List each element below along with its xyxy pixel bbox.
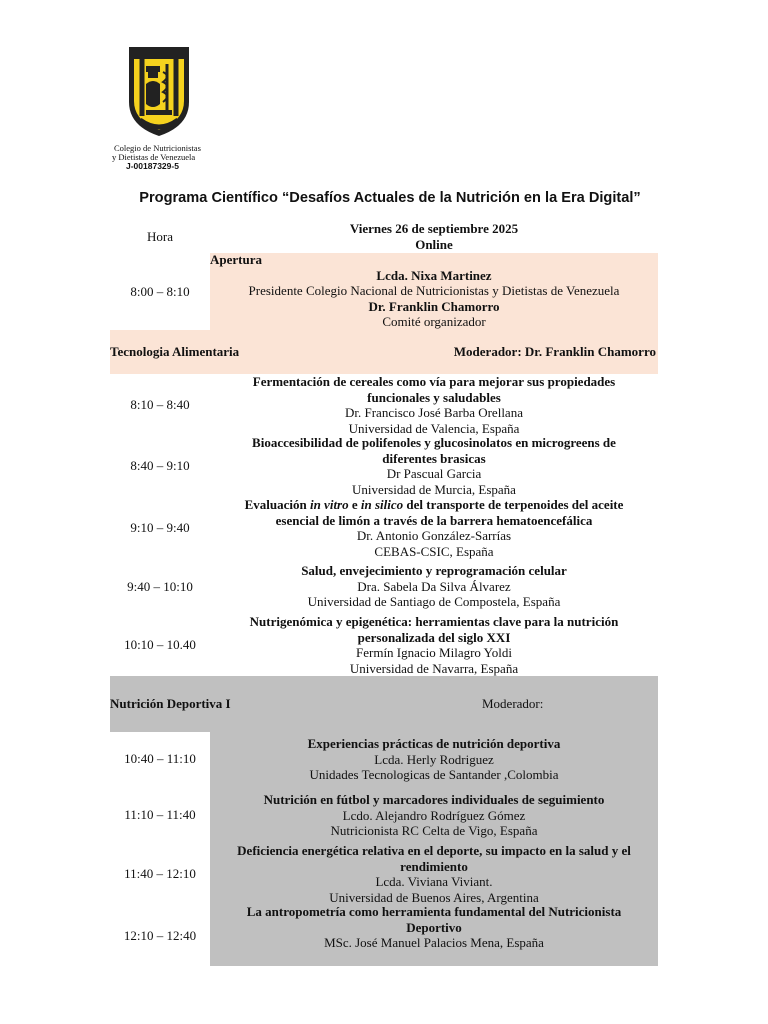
- talk-time: 10:40 – 11:10: [124, 751, 196, 766]
- talk-speaker: Lcda. Herly Rodriguez: [374, 751, 494, 767]
- talk-title-part: e: [348, 497, 361, 512]
- talk-affiliation: Universidad de Buenos Aires, Argentina: [329, 889, 539, 905]
- opening-role2: Comité organizador: [382, 314, 486, 329]
- talk-time: 9:40 – 10:10: [127, 579, 193, 594]
- talk-speaker: Dr. Francisco José Barba Orellana: [345, 405, 523, 420]
- talk-speaker: Dra. Sabela Da Silva Álvarez: [357, 578, 511, 594]
- opening-speaker1: Lcda. Nixa Martinez: [376, 267, 492, 283]
- talk-affiliation: Nutricionista RC Celta de Vigo, España: [330, 823, 538, 838]
- talk-title: Experiencias prácticas de nutrición deportiva: [307, 736, 561, 751]
- logo-caption-line1: Colegio de Nutricionistas: [114, 143, 201, 153]
- talk-item: [210, 497, 658, 559]
- talk-title: Salud, envejecimiento y reprogramación celular: [301, 563, 567, 578]
- talk-speaker: Lcda. Viviana Viviant.: [375, 874, 493, 889]
- talk-time: 8:10 – 8:40: [130, 397, 190, 412]
- talk-speaker: Dr. Antonio González-Sarrías: [356, 528, 512, 543]
- talk-title-italic: in vitro: [309, 497, 349, 512]
- talk-affiliation: Universidad de Valencia, España: [348, 420, 520, 436]
- talk-item: [210, 614, 658, 676]
- talk-title: [210, 497, 658, 513]
- opening-role1: Presidente Colegio Nacional de Nutricionistas y Dietistas de Venezuela: [248, 283, 620, 298]
- talk-speaker: Fermín Ignacio Milagro Yoldi: [356, 645, 512, 660]
- talk-affiliation: Universidad de Navarra, España: [349, 660, 519, 676]
- talk-title-cont: Deportivo: [406, 919, 462, 935]
- talk-item: [210, 792, 658, 839]
- talk-title-cont: diferentes brasicas: [382, 450, 486, 466]
- talk-time: 9:10 – 9:40: [130, 520, 190, 535]
- header-date: [210, 221, 658, 253]
- opening-time: 8:00 – 8:10: [130, 284, 190, 299]
- talk-speaker: Lcdo. Alejandro Rodríguez Gómez: [342, 807, 526, 823]
- talk-title: Deficiencia energética relativa en el deporte, su impacto en la salud y el: [237, 843, 631, 858]
- talk-affiliation: Unidades Tecnologicas de Santander ,Colombia: [309, 767, 559, 782]
- talk-affiliation: CEBAS-CSIC, España: [374, 543, 494, 559]
- talk-title: Nutrigenómica y epigenética: herramientas clave para la nutrición: [249, 614, 619, 629]
- talk-title-cont: esencial de limón a través de la barrera hematoencefálica: [275, 512, 593, 528]
- program-title: Programa Científico “Desafíos Actuales de la Nutrición en la Era Digital”: [139, 190, 641, 206]
- talk-title: Fermentación de cereales como vía para mejorar sus propiedades: [252, 374, 616, 389]
- talk-speaker: Dr Pascual Garcia: [386, 466, 482, 481]
- talk-time: 11:10 – 11:40: [124, 807, 196, 822]
- section2-title: Nutrición Deportiva I: [110, 696, 231, 711]
- talk-item: [210, 563, 658, 610]
- talk-title-cont: funcionales y saludables: [367, 389, 501, 405]
- talk-speaker: MSc. José Manuel Palacios Mena, España: [324, 935, 544, 950]
- talk-title-cont: personalizada del siglo XXI: [357, 629, 511, 645]
- header-date-text: Viernes 26 de septiembre 2025: [349, 221, 519, 236]
- talk-item: [210, 374, 658, 436]
- talk-title: Bioaccesibilidad de polifenoles y glucosinolatos en microgreens de: [252, 435, 616, 450]
- section1-title: Tecnologia Alimentaria: [110, 344, 240, 359]
- logo-caption-line2: y Dietistas de Venezuela: [112, 152, 196, 162]
- talk-time: 8:40 – 9:10: [130, 458, 190, 473]
- talk-item: [210, 736, 658, 783]
- talk-item: [210, 843, 658, 905]
- talk-time: 10:10 – 10.40: [124, 637, 196, 652]
- talk-title-part: del transporte de terpenoides del aceite: [403, 497, 624, 512]
- college-seal-icon: [126, 44, 192, 138]
- talk-title: La antropometría como herramienta fundamental del Nutricionista: [246, 904, 622, 919]
- opening-content: [210, 252, 658, 330]
- opening-heading: Apertura: [210, 252, 262, 267]
- talk-title-part: Evaluación: [244, 497, 310, 512]
- talk-affiliation: Universidad de Santiago de Compostela, España: [307, 594, 561, 609]
- header-mode: Online: [415, 237, 453, 252]
- talk-title-cont: rendimiento: [400, 858, 468, 874]
- talk-affiliation: Universidad de Murcia, España: [352, 481, 516, 497]
- header-hora: Hora: [147, 229, 173, 244]
- talk-title-italic: in silico: [360, 497, 404, 512]
- talk-title: Nutrición en fútbol y marcadores individuales de seguimiento: [263, 792, 605, 807]
- college-logo: [112, 44, 212, 171]
- logo-rif: J-00187329-5: [126, 161, 179, 171]
- section1-moderator: Moderador: Dr. Franklin Chamorro: [453, 344, 656, 359]
- opening-speaker2: Dr. Franklin Chamorro: [368, 298, 500, 314]
- talk-item: [210, 904, 658, 951]
- talk-time: 12:10 – 12:40: [123, 928, 197, 943]
- talk-item: [210, 435, 658, 497]
- section2-moderator: Moderador:: [482, 696, 544, 711]
- talk-time: 11:40 – 12:10: [124, 866, 196, 881]
